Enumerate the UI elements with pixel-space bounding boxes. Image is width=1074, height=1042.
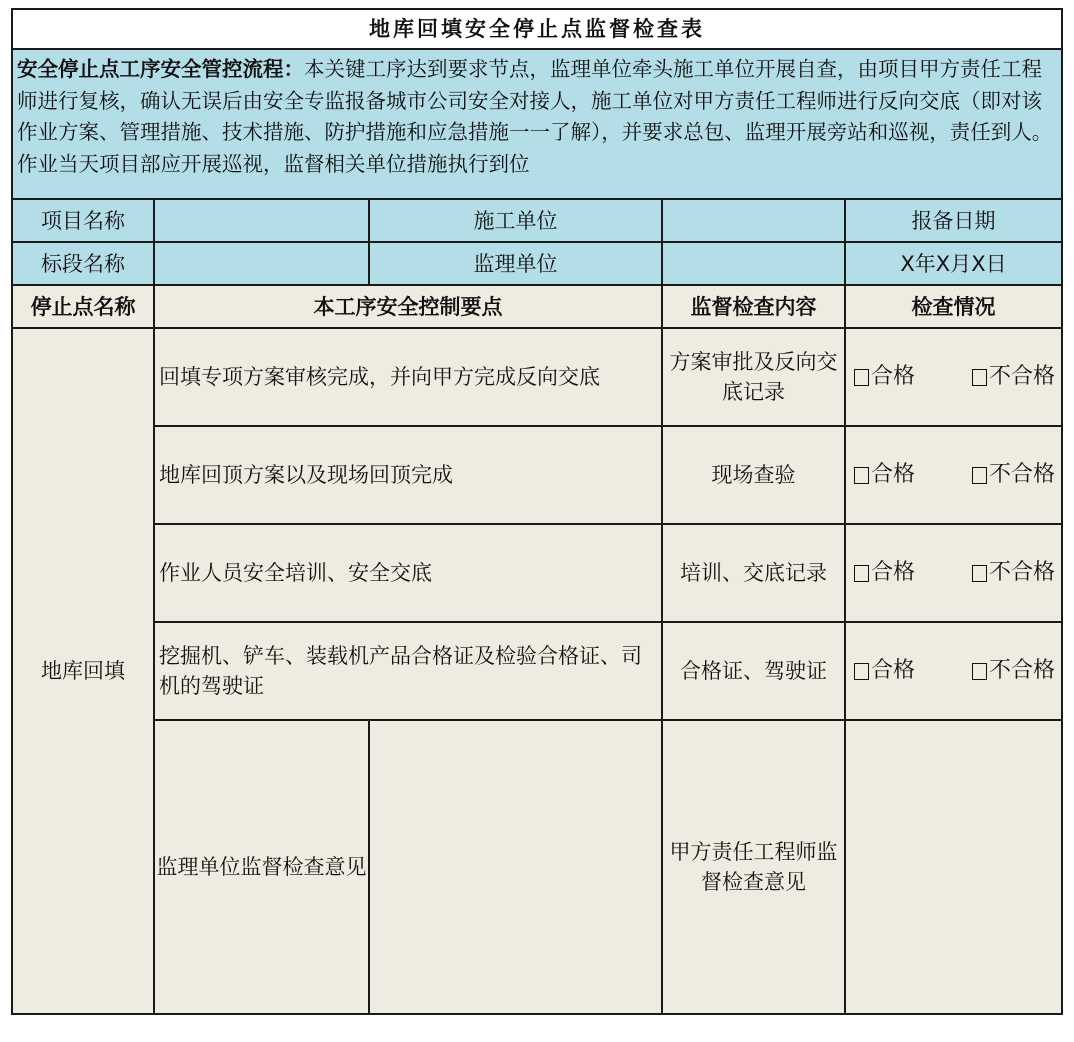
header-control-points: 本工序安全控制要点 [154, 285, 662, 328]
project-name-field[interactable] [154, 199, 369, 242]
checkbox-icon [854, 369, 869, 386]
construction-unit-field[interactable] [662, 199, 845, 242]
table-title: 地库回填安全停止点监督检查表 [12, 9, 1062, 49]
table-row [12, 622, 1062, 720]
pass-checkbox[interactable]: 合格 [854, 656, 915, 686]
process-text: 本关键工序达到要求节点，监理单位牵头施工单位开展自查，由项目甲方责任工程师进行复核，确认无误后由安全专监报备城市公司安全对接人，施工单位对甲方责任工程师进行反向交底（即对该作业方案、管理措施、技术措施、防护措施和应急措施一一了解），并要求总包、监理开展旁站和巡视，责任到人。作业当天项目部应开展巡视，监督相关单位措施执行到位 [17, 57, 1053, 176]
checkbox-icon [972, 663, 987, 680]
checkbox-icon [972, 467, 987, 484]
control-point-3: 作业人员安全培训、安全交底 [154, 524, 662, 622]
checkbox-icon [854, 565, 869, 582]
inspection-content-2: 现场查验 [662, 426, 845, 524]
checkbox-icon [972, 565, 987, 582]
checkbox-icon [972, 369, 987, 386]
supervision-opinion-label: 监理单位监督检查意见 [154, 720, 369, 1014]
project-name-label: 项目名称 [12, 199, 154, 242]
owner-opinion-label: 甲方责任工程师监督检查意见 [662, 720, 845, 1014]
inspection-status-1 [845, 328, 1062, 426]
control-point-1: 回填专项方案审核完成，并向甲方完成反向交底 [154, 328, 662, 426]
pass-checkbox[interactable]: 合格 [854, 362, 915, 392]
section-name-field[interactable] [154, 242, 369, 285]
fail-checkbox[interactable]: 不合格 [972, 460, 1055, 490]
checkbox-icon [854, 467, 869, 484]
owner-opinion-field[interactable] [845, 720, 1062, 1014]
report-date-label: 报备日期 [845, 199, 1062, 242]
supervision-opinion-field[interactable] [369, 720, 662, 1014]
header-inspection-status: 检查情况 [845, 285, 1062, 328]
control-point-2: 地库回顶方案以及现场回顶完成 [154, 426, 662, 524]
supervision-unit-label: 监理单位 [369, 242, 662, 285]
process-label: 安全停止点工序安全管控流程： [17, 57, 304, 81]
fail-checkbox[interactable]: 不合格 [972, 656, 1055, 686]
process-description [12, 49, 1062, 199]
checkbox-icon [854, 663, 869, 680]
header-stop-point: 停止点名称 [12, 285, 154, 328]
pass-checkbox[interactable]: 合格 [854, 460, 915, 490]
inspection-content-3: 培训、交底记录 [662, 524, 845, 622]
table-row [12, 524, 1062, 622]
inspection-content-1: 方案审批及反向交底记录 [662, 328, 845, 426]
fail-checkbox[interactable]: 不合格 [972, 362, 1055, 392]
pass-checkbox[interactable]: 合格 [854, 558, 915, 588]
inspection-status-2 [845, 426, 1062, 524]
control-point-4: 挖掘机、铲车、装载机产品合格证及检验合格证、司机的驾驶证 [154, 622, 662, 720]
supervision-unit-field[interactable] [662, 242, 845, 285]
fail-checkbox[interactable]: 不合格 [972, 558, 1055, 588]
stop-point-name: 地库回填 [12, 328, 154, 1014]
table-row [12, 328, 1062, 426]
section-name-label: 标段名称 [12, 242, 154, 285]
inspection-status-3 [845, 524, 1062, 622]
inspection-status-4 [845, 622, 1062, 720]
inspection-content-4: 合格证、驾驶证 [662, 622, 845, 720]
construction-unit-label: 施工单位 [369, 199, 662, 242]
header-inspection-content: 监督检查内容 [662, 285, 845, 328]
table-row [12, 426, 1062, 524]
report-date-field[interactable]: X年X月X日 [845, 242, 1062, 285]
inspection-table [11, 8, 1063, 1015]
